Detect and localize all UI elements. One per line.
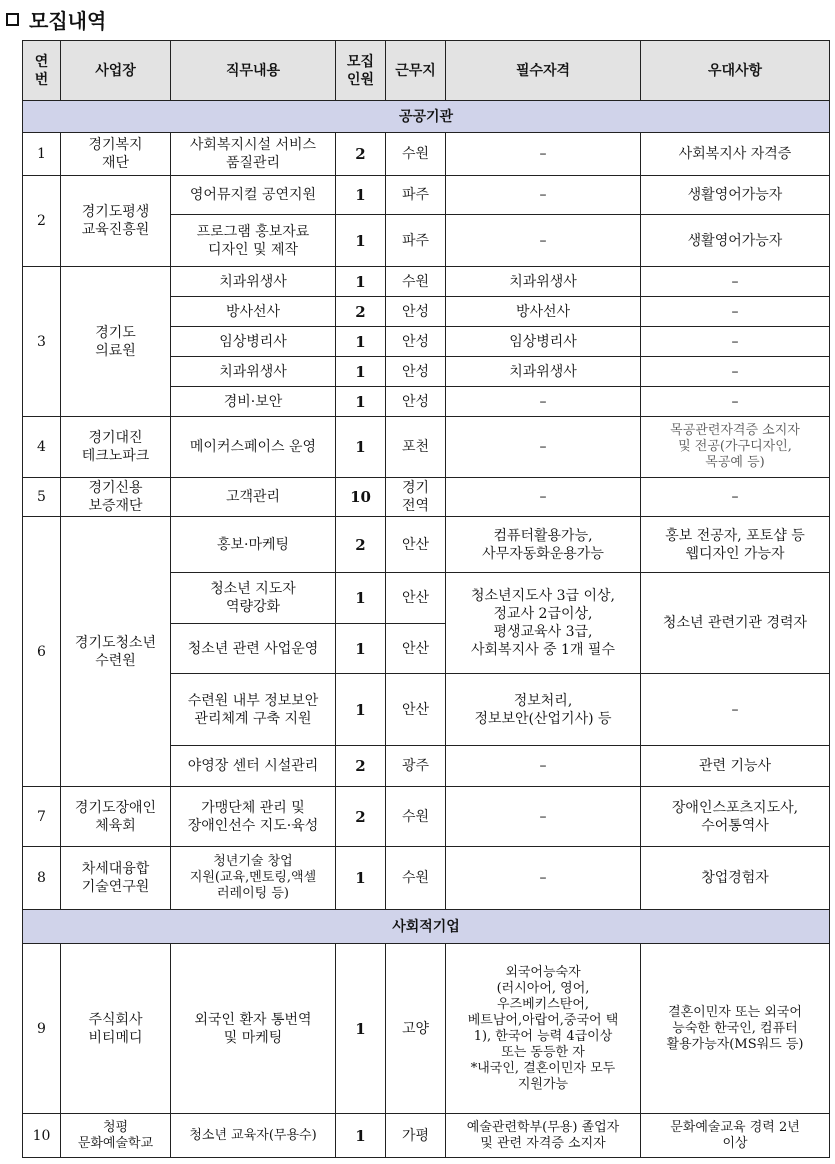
cell-preferred: 생활영어가능자 [641, 215, 830, 267]
cell-duty: 홍보·마케팅 [171, 517, 336, 573]
section-row-social [23, 910, 830, 944]
header-location: 근무지 [386, 41, 446, 101]
table-row [23, 417, 830, 478]
cell-location: 수원 [386, 787, 446, 847]
cell-count: 1 [336, 357, 386, 387]
cell-duty: 고객관리 [171, 478, 336, 517]
cell-duty: 임상병리사 [171, 327, 336, 357]
cell-duty: 프로그램 홍보자료 디자인 및 제작 [171, 215, 336, 267]
cell-no: 8 [23, 847, 61, 910]
cell-duty: 가맹단체 관리 및 장애인선수 지도·육성 [171, 787, 336, 847]
cell-required: – [446, 787, 641, 847]
table-row [23, 1114, 830, 1158]
cell-preferred: – [641, 327, 830, 357]
section-title-text: 모집내역 [29, 8, 107, 33]
cell-count: 1 [336, 1114, 386, 1158]
cell-required: 치과위생사 [446, 267, 641, 297]
table-row [23, 478, 830, 517]
cell-duty: 방사선사 [171, 297, 336, 327]
cell-required: 정보처리, 정보보안(산업기사) 등 [446, 674, 641, 746]
cell-count: 1 [336, 327, 386, 357]
cell-no: 10 [23, 1114, 61, 1158]
cell-required: – [446, 176, 641, 215]
cell-location: 포천 [386, 417, 446, 478]
cell-count: 1 [336, 674, 386, 746]
cell-no: 4 [23, 417, 61, 478]
cell-duty: 치과위생사 [171, 267, 336, 297]
cell-no: 6 [23, 517, 61, 787]
cell-preferred: – [641, 387, 830, 417]
cell-duty: 외국인 환자 통번역 및 마케팅 [171, 944, 336, 1114]
cell-count: 1 [336, 215, 386, 267]
cell-no: 2 [23, 176, 61, 267]
cell-preferred: 창업경험자 [641, 847, 830, 910]
cell-preferred: – [641, 267, 830, 297]
header-required: 필수자격 [446, 41, 641, 101]
cell-count: 2 [336, 746, 386, 787]
cell-duty: 사회복지시설 서비스 품질관리 [171, 133, 336, 176]
cell-location: 광주 [386, 746, 446, 787]
cell-duty: 영어뮤지컬 공연지원 [171, 176, 336, 215]
cell-required: 치과위생사 [446, 357, 641, 387]
cell-location: 수원 [386, 267, 446, 297]
cell-duty: 청소년 지도자 역량강화 [171, 573, 336, 624]
cell-location: 안성 [386, 357, 446, 387]
cell-preferred: 결혼이민자 또는 외국어 능숙한 한국인, 컴퓨터 활용가능자(MS워드 등) [641, 944, 830, 1114]
table-header-row [23, 41, 830, 101]
cell-org: 차세대융합 기술연구원 [61, 847, 171, 910]
cell-location: 수원 [386, 133, 446, 176]
cell-required: 컴퓨터활용가능, 사무자동화운용가능 [446, 517, 641, 573]
cell-required: – [446, 387, 641, 417]
cell-preferred: – [641, 478, 830, 517]
cell-preferred: – [641, 297, 830, 327]
cell-required: 청소년지도사 3급 이상, 정교사 2급이상, 평생교육사 3급, 사회복지사 중 1개 필수 [446, 573, 641, 674]
table-row [23, 267, 830, 297]
cell-preferred: – [641, 357, 830, 387]
cell-org: 경기도청소년 수련원 [61, 517, 171, 787]
cell-duty: 청년기술 창업 지원(교육,멘토링,액셀 러레이팅 등) [171, 847, 336, 910]
cell-preferred: 사회복지사 자격증 [641, 133, 830, 176]
cell-preferred: 생활영어가능자 [641, 176, 830, 215]
cell-preferred: 청소년 관련기관 경력자 [641, 573, 830, 674]
cell-required: 예술관련학부(무용) 졸업자 및 관련 자격증 소지자 [446, 1114, 641, 1158]
section-label: 사회적기업 [23, 910, 830, 944]
cell-preferred: 목공관련자격증 소지자 및 전공(가구디자인, 목공예 등) [641, 417, 830, 478]
cell-duty: 경비·보안 [171, 387, 336, 417]
cell-org: 경기대진 테크노파크 [61, 417, 171, 478]
recruitment-table [22, 40, 830, 1158]
cell-required: 임상병리사 [446, 327, 641, 357]
cell-location: 안산 [386, 674, 446, 746]
table-row [23, 944, 830, 1114]
header-org: 사업장 [61, 41, 171, 101]
cell-duty: 야영장 센터 시설관리 [171, 746, 336, 787]
table-row [23, 847, 830, 910]
header-duty: 직무내용 [171, 41, 336, 101]
section-row-public [23, 101, 830, 133]
cell-location: 수원 [386, 847, 446, 910]
cell-preferred: 관련 기능사 [641, 746, 830, 787]
cell-count: 2 [336, 297, 386, 327]
cell-count: 1 [336, 573, 386, 624]
cell-preferred: 홍보 전공자, 포토샵 등 웹디자인 가능자 [641, 517, 830, 573]
cell-org: 경기복지 재단 [61, 133, 171, 176]
cell-count: 1 [336, 176, 386, 215]
cell-count: 1 [336, 417, 386, 478]
cell-required: 외국어능숙자 (러시아어, 영어, 우즈베키스탄어, 베트남어,아랍어,중국어 택 1), 한국어 능력 4급이상 또는 동등한 자 *내국인, 결혼이민자 모두 지원가능 [446, 944, 641, 1114]
section-label: 공공기관 [23, 101, 830, 133]
section-title [6, 4, 106, 34]
cell-no: 9 [23, 944, 61, 1114]
cell-location: 파주 [386, 215, 446, 267]
cell-no: 1 [23, 133, 61, 176]
cell-preferred: 장애인스포츠지도사, 수어통역사 [641, 787, 830, 847]
cell-required: – [446, 215, 641, 267]
table-row [23, 517, 830, 573]
cell-count: 2 [336, 787, 386, 847]
cell-required: – [446, 478, 641, 517]
cell-duty: 청소년 교육자(무용수) [171, 1114, 336, 1158]
header-preferred: 우대사항 [641, 41, 830, 101]
cell-org: 경기도 의료원 [61, 267, 171, 417]
cell-location: 안성 [386, 297, 446, 327]
cell-no: 7 [23, 787, 61, 847]
cell-preferred: – [641, 674, 830, 746]
cell-count: 1 [336, 387, 386, 417]
cell-count: 1 [336, 624, 386, 674]
cell-location: 안산 [386, 517, 446, 573]
cell-org: 경기신용 보증재단 [61, 478, 171, 517]
cell-duty: 청소년 관련 사업운영 [171, 624, 336, 674]
cell-org: 경기도장애인 체육회 [61, 787, 171, 847]
cell-location: 가평 [386, 1114, 446, 1158]
cell-location: 안성 [386, 327, 446, 357]
cell-duty: 수련원 내부 정보보안 관리체계 구축 지원 [171, 674, 336, 746]
cell-count: 2 [336, 133, 386, 176]
checkbox-square-icon [6, 13, 19, 26]
cell-location: 파주 [386, 176, 446, 215]
cell-preferred: 문화예술교육 경력 2년 이상 [641, 1114, 830, 1158]
cell-org: 경기도평생 교육진흥원 [61, 176, 171, 267]
header-no: 연 번 [23, 41, 61, 101]
table-row [23, 133, 830, 176]
cell-org: 청평 문화예술학교 [61, 1114, 171, 1158]
cell-location: 안산 [386, 573, 446, 624]
cell-location: 안산 [386, 624, 446, 674]
cell-no: 3 [23, 267, 61, 417]
cell-count: 2 [336, 517, 386, 573]
cell-org: 주식회사 비티메디 [61, 944, 171, 1114]
cell-location: 고양 [386, 944, 446, 1114]
cell-required: 방사선사 [446, 297, 641, 327]
cell-duty: 치과위생사 [171, 357, 336, 387]
cell-count: 1 [336, 267, 386, 297]
cell-required: – [446, 417, 641, 478]
cell-required: – [446, 847, 641, 910]
cell-no: 5 [23, 478, 61, 517]
cell-location: 안성 [386, 387, 446, 417]
table-row [23, 787, 830, 847]
cell-duty: 메이커스페이스 운영 [171, 417, 336, 478]
cell-count: 10 [336, 478, 386, 517]
header-count: 모집 인원 [336, 41, 386, 101]
table-row [23, 176, 830, 215]
cell-count: 1 [336, 944, 386, 1114]
cell-location: 경기 전역 [386, 478, 446, 517]
cell-required: – [446, 746, 641, 787]
cell-count: 1 [336, 847, 386, 910]
cell-required: – [446, 133, 641, 176]
